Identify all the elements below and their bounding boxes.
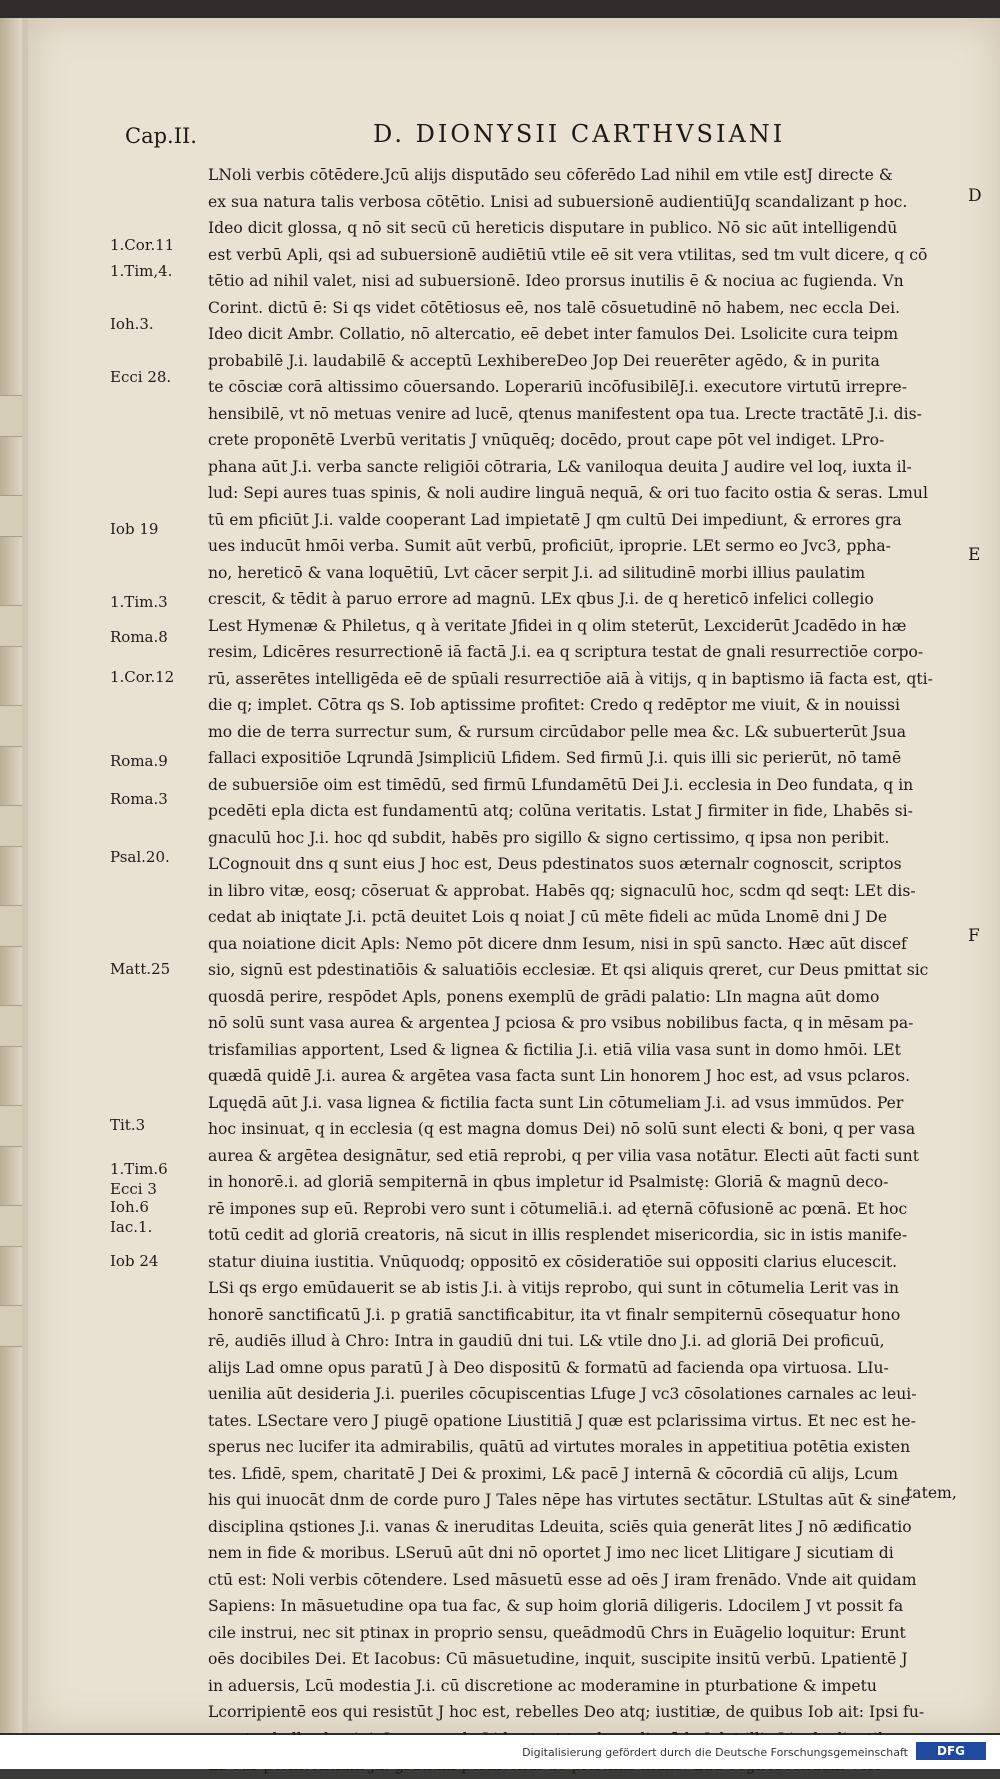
text-line: pcedēti epla dicta est fundamentū atq; colūna veritatis. Lstat J firmiter in fide, Lhabēs si-: [208, 802, 913, 820]
text-line: LCognouit dns q sunt eius J hoc est, Deus pdestinatos suos æternalr cognoscit, scriptos: [208, 855, 902, 873]
text-line: ex sua natura talis verbosa cōtētio. Lnisi ad subuersionē audientiūJq scandalizant p hoc.: [208, 192, 908, 211]
text-line: mo die de terra surrectur sum, & rursum circūdabor pelle mea &c. L& subuerterūt Jsua: [208, 722, 907, 741]
text-line: phana aūt J.i. verba sancte religiōi cōtraria, L& vaniloqua deuita J audire vel loq, iuxta il-: [208, 457, 912, 476]
text-line: rū, asserētes intelligēda eē de spūali resurrectiōe aiā à vitijs, q in baptismo iā facta est, qti-: [208, 669, 933, 688]
text-line: disciplina qstiones J.i. vanas & ineruditas Ldeuita, sciēs quia generāt lites J nō ædificatio: [208, 1517, 912, 1536]
text-line: in honorē.i. ad gloriā sempiternā in qbus impletur id Psalmistę: Gloriā & magnū deco-: [208, 1173, 889, 1191]
text-line: uenilia aūt desideria J.i. pueriles cōcupiscentias Lfuge J vc3 cōsolationes carnales ac leui-: [208, 1385, 917, 1403]
text-line: die q; implet. Cōtra qs S. Iob aptissime profitet: Credo q redēptor me viuit, & in nouissi: [208, 696, 901, 714]
text-line: qua noiatione dicit Apls: Nemo pōt dicere dnm Iesum, nisi in spū sancto. Hæc aūt discef: [208, 934, 907, 953]
text-line: Ideo dicit Ambr. Collatio, nō altercatio, eē debet inter famulos Dei. Lsolicite cura teipm: [208, 325, 899, 343]
margin-ref: 1.Cor.12: [110, 668, 175, 686]
text-line: Ideo dicit glossa, q nō sit secū cū hereticis disputare in publico. Nō sic aūt intelligendū: [208, 219, 898, 237]
text-line: hensibilē, vt nō metuas venire ad lucē, qtenus manifestent opa tua. Lrecte tractātē J.i. dis-: [208, 404, 922, 423]
text-line: Sapiens: In māsuetudine opa tua fac, & sup hoim gloriā diligeris. Ldocilem J vt possit fa: [208, 1597, 904, 1615]
text-line: tū em pficiūt J.i. valde cooperant Lad impietatē J qm cultū Dei impediunt, & errores gra: [208, 510, 902, 529]
text-line: lud: Sepi aures tuas spinis, & noli audire linguā nequā, & ori tuo facito ostia & seras. Lmul: [208, 484, 928, 502]
margin-ref: Ioh.3.: [110, 315, 154, 333]
funding-credit: Digitalisierung gefördert durch die Deutsche Forschungsgemeinschaft: [522, 1746, 908, 1759]
text-line: sperus nec lucifer ita admirabilis, quātū ad virtutes morales in appetitiua potētia existen: [208, 1438, 911, 1456]
text-line: tētio ad nihil valet, nisi ad subuersionē. Ideo prorsus inutilis ē & nociua ac fugienda. Vn: [208, 272, 904, 290]
text-line: trisfamilias apportent, Lsed & lignea & fictilia J.i. etiā vilia vasa sunt in domo hmōi. LEt: [208, 1040, 901, 1059]
text-line: nō solū sunt vasa aurea & argentea J pciosa & pro vsibus nobilibus facta, q in mēsam pa-: [208, 1014, 914, 1032]
margin-ref: 1.Cor.11: [110, 236, 175, 254]
text-line: cile instrui, nec sit ptinax in proprio sensu, queādmodū Chrs in Euāgelio loquitur: Erunt: [208, 1623, 906, 1642]
margin-ref: Iob 24: [110, 1252, 159, 1270]
text-line: hoc insinuat, q in ecclesia (q est magna domus Dei) nō solū sunt electi & boni, q per vasa: [208, 1120, 916, 1138]
text-line: tates. LSectare vero J piugē opatione Liustitiā J quæ est pclarissima virtus. Et nec est he-: [208, 1411, 916, 1430]
text-line: his qui inuocāt dnm de corde puro J Tales nēpe has virtutes sectātur. LStultas aūt & sine: [208, 1491, 910, 1509]
chapter-label: Cap.II.: [125, 124, 197, 148]
margin-ref: Iob 19: [110, 520, 159, 538]
text-line: de subuersiōe oim est timēdū, sed firmū Lfundamētū Dei J.i. ecclesia in Deo fundata, q in: [208, 775, 914, 794]
text-line: probabilē J.i. laudabilē & acceptū LexhibereDeo Jop Dei reuerēter agēdo, & in purita: [208, 351, 880, 370]
text-line: quædā quidē J.i. aurea & argētea vasa facta sunt Lin honorem J hoc est, ad vsus pclaros.: [208, 1067, 911, 1085]
main-text-column: [208, 162, 968, 1779]
text-line: honorē sanctificatū J.i. p gratiā sanctificabitur, ita vt finalr sempiternū cōsequatur hono: [208, 1305, 901, 1324]
text-line: totū cedit ad gloriā creatoris, nā sicut in illis resplendet misericordia, sic in istis manife-: [208, 1226, 908, 1244]
section-letter-e: E: [968, 545, 981, 565]
text-line: LNoli verbis cōtēdere.Jcū alijs disputādo seu cōferēdo Lad nihil em vtile estJ directe &: [208, 166, 893, 184]
text-line: alijs Lad omne opus paratū J à Deo dispositū & formatū ad facienda opa virtuosa. LIu-: [208, 1358, 889, 1377]
text-line: crescit, & tēdit à paruo errore ad magnū. LEx qbus J.i. de q hereticō infelici collegio: [208, 590, 874, 608]
margin-ref: Matt.25: [110, 960, 171, 978]
running-title: D. DIONYSII CARTHVSIANI: [373, 120, 786, 148]
text-line: in libro vitæ, eosq; cōseruat & approbat. Habēs qq; signaculū hoc, scdm qd seqt: LEt dis-: [208, 881, 916, 900]
text-line: Lquędā aūt J.i. vasa lignea & fictilia facta sunt Lin cōtumeliam J.i. ad vsus immūdos. Per: [208, 1093, 904, 1112]
text-line: oēs docibiles Dei. Et Iacobus: Cū māsuetudine, inquit, suscipite insitū verbū. Lpatientē J: [208, 1650, 908, 1668]
dfg-logo: DFG: [916, 1742, 986, 1760]
text-line: ues inducūt hmōi verba. Sumit aūt verbū, proficiūt, iproprie. LEt sermo eo Jvc3, ppha-: [208, 537, 891, 555]
text-line: Corint. dictū ē: Si qs videt cōtētiosus eē, nos talē cōsuetudinē nō habem, nec eccla Dei.: [208, 298, 901, 317]
text-line: Lest Hymenæ & Philetus, q à veritate Jfidei in q olim steterūt, Lexciderūt Jcadēdo in hæ: [208, 616, 907, 635]
text-line: rē impones sup eū. Reprobi vero sunt i cōtumeliā.i. ad ęternā cōfusionē ac pœnā. Et hoc: [208, 1199, 908, 1218]
margin-ref: Iac.1.: [110, 1218, 153, 1236]
text-line: cedat ab iniqtate J.i. pctā deuitet Lois q noiat J cū mēte fideli ac mūda Lnomē dni J De: [208, 908, 888, 926]
margin-ref: Ecci 28.: [110, 368, 172, 386]
running-header: [125, 120, 925, 160]
text-line: no, hereticō & vana loquētiū, Lvt cācer serpit J.i. ad silitudinē morbi illius paulatim: [208, 563, 866, 582]
text-line: aurea & argētea designātur, sed etiā reprobi, q per vilia vasa notātur. Electi aūt facti sunt: [208, 1146, 919, 1165]
text-line: te cōsciæ corā altissimo cōuersando. Loperariū incōfusibilēJ.i. executore virtutū irrepre-: [208, 378, 907, 396]
margin-ref: Tit.3: [110, 1116, 146, 1134]
text-line: statur diuina iustitia. Vnūquodq; oppositō ex cōsideratiōe sui oppositi clarius elucescit.: [208, 1252, 898, 1271]
text-line: est verbū Apli, qsi ad subuersionē audiētiū vtile eē sit vera vtilitas, sed tm vult dicere, q cō: [208, 245, 928, 264]
text-line: nem in fide & moribus. LSeruū aūt dni nō oportet J imo nec licet Llitigare J sicutiam di: [208, 1544, 894, 1562]
margin-ref: Ioh.6: [110, 1198, 149, 1216]
text-line: ctū est: Noli verbis cōtendere. Lsed māsuetū esse ad oēs J iram frenādo. Vnde ait quidam: [208, 1570, 917, 1589]
margin-ref: 1.Tim,4.: [110, 262, 173, 280]
margin-ref: Ecci 3: [110, 1180, 157, 1198]
text-line: in aduersis, Lcū modestia J.i. cū discretione ac moderamine in pturbatione & impetu: [208, 1676, 877, 1695]
text-line: tes. Lfidē, spem, charitatē J Dei & proximi, L& pacē J internā & cōcordiā cū alijs, Lcum: [208, 1464, 899, 1483]
margin-ref: Roma.8: [110, 628, 168, 646]
text-line: crete proponētē Lverbū veritatis J vnūquēq; docēdo, prout cape pōt vel indiget. LPro-: [208, 431, 885, 449]
margin-ref: Roma.9: [110, 752, 168, 770]
text-line: fallaci expositiōe Lqrundā Jsimpliciū Lfidem. Sed firmū J.i. quis illi sic perierūt, nō tamē: [208, 749, 902, 767]
catchword: tatem,: [906, 1484, 957, 1502]
margin-ref: Psal.20.: [110, 848, 170, 866]
section-letter-f: F: [968, 926, 980, 946]
margin-ref: 1.Tim.6: [110, 1160, 168, 1178]
text-line: Lcorripientē eos qui resistūt J hoc est, rebelles Deo atq; iustitiæ, de quibus Iob ait: Ipsi fu-: [208, 1703, 925, 1721]
text-line: quosdā perire, respōdet Apls, ponens exemplū de grādi palatio: LIn magna aūt domo: [208, 987, 880, 1006]
margin-ref: 1.Tim.3: [110, 593, 168, 611]
text-line: rē, audiēs illud à Chro: Intra in gaudiū dni tui. L& vtile dno J.i. ad gloriā Dei proficuū,: [208, 1332, 885, 1350]
text-line: gnaculū hoc J.i. hoc qd subdit, habēs pro sigillo & signo certissimo, q ipsa non peribit.: [208, 828, 890, 847]
text-line: resim, Ldicēres resurrectionē iā factā J.i. ea q scriptura testat de gnali resurrectiōe corpo-: [208, 643, 924, 661]
text-line: sio, signū est pdestinatiōis & saluatiōis ecclesiæ. Et qsi aliquis qreret, cur Deus pmittat sic: [208, 961, 929, 979]
section-letter-d: D: [968, 186, 982, 206]
text-line: LSi qs ergo emūdauerit se ab istis J.i. à vitijs reprobo, qui sunt in cōtumelia Lerit vas in: [208, 1279, 899, 1297]
footer-bar: [0, 1735, 1000, 1769]
margin-ref: Roma.3: [110, 790, 168, 808]
